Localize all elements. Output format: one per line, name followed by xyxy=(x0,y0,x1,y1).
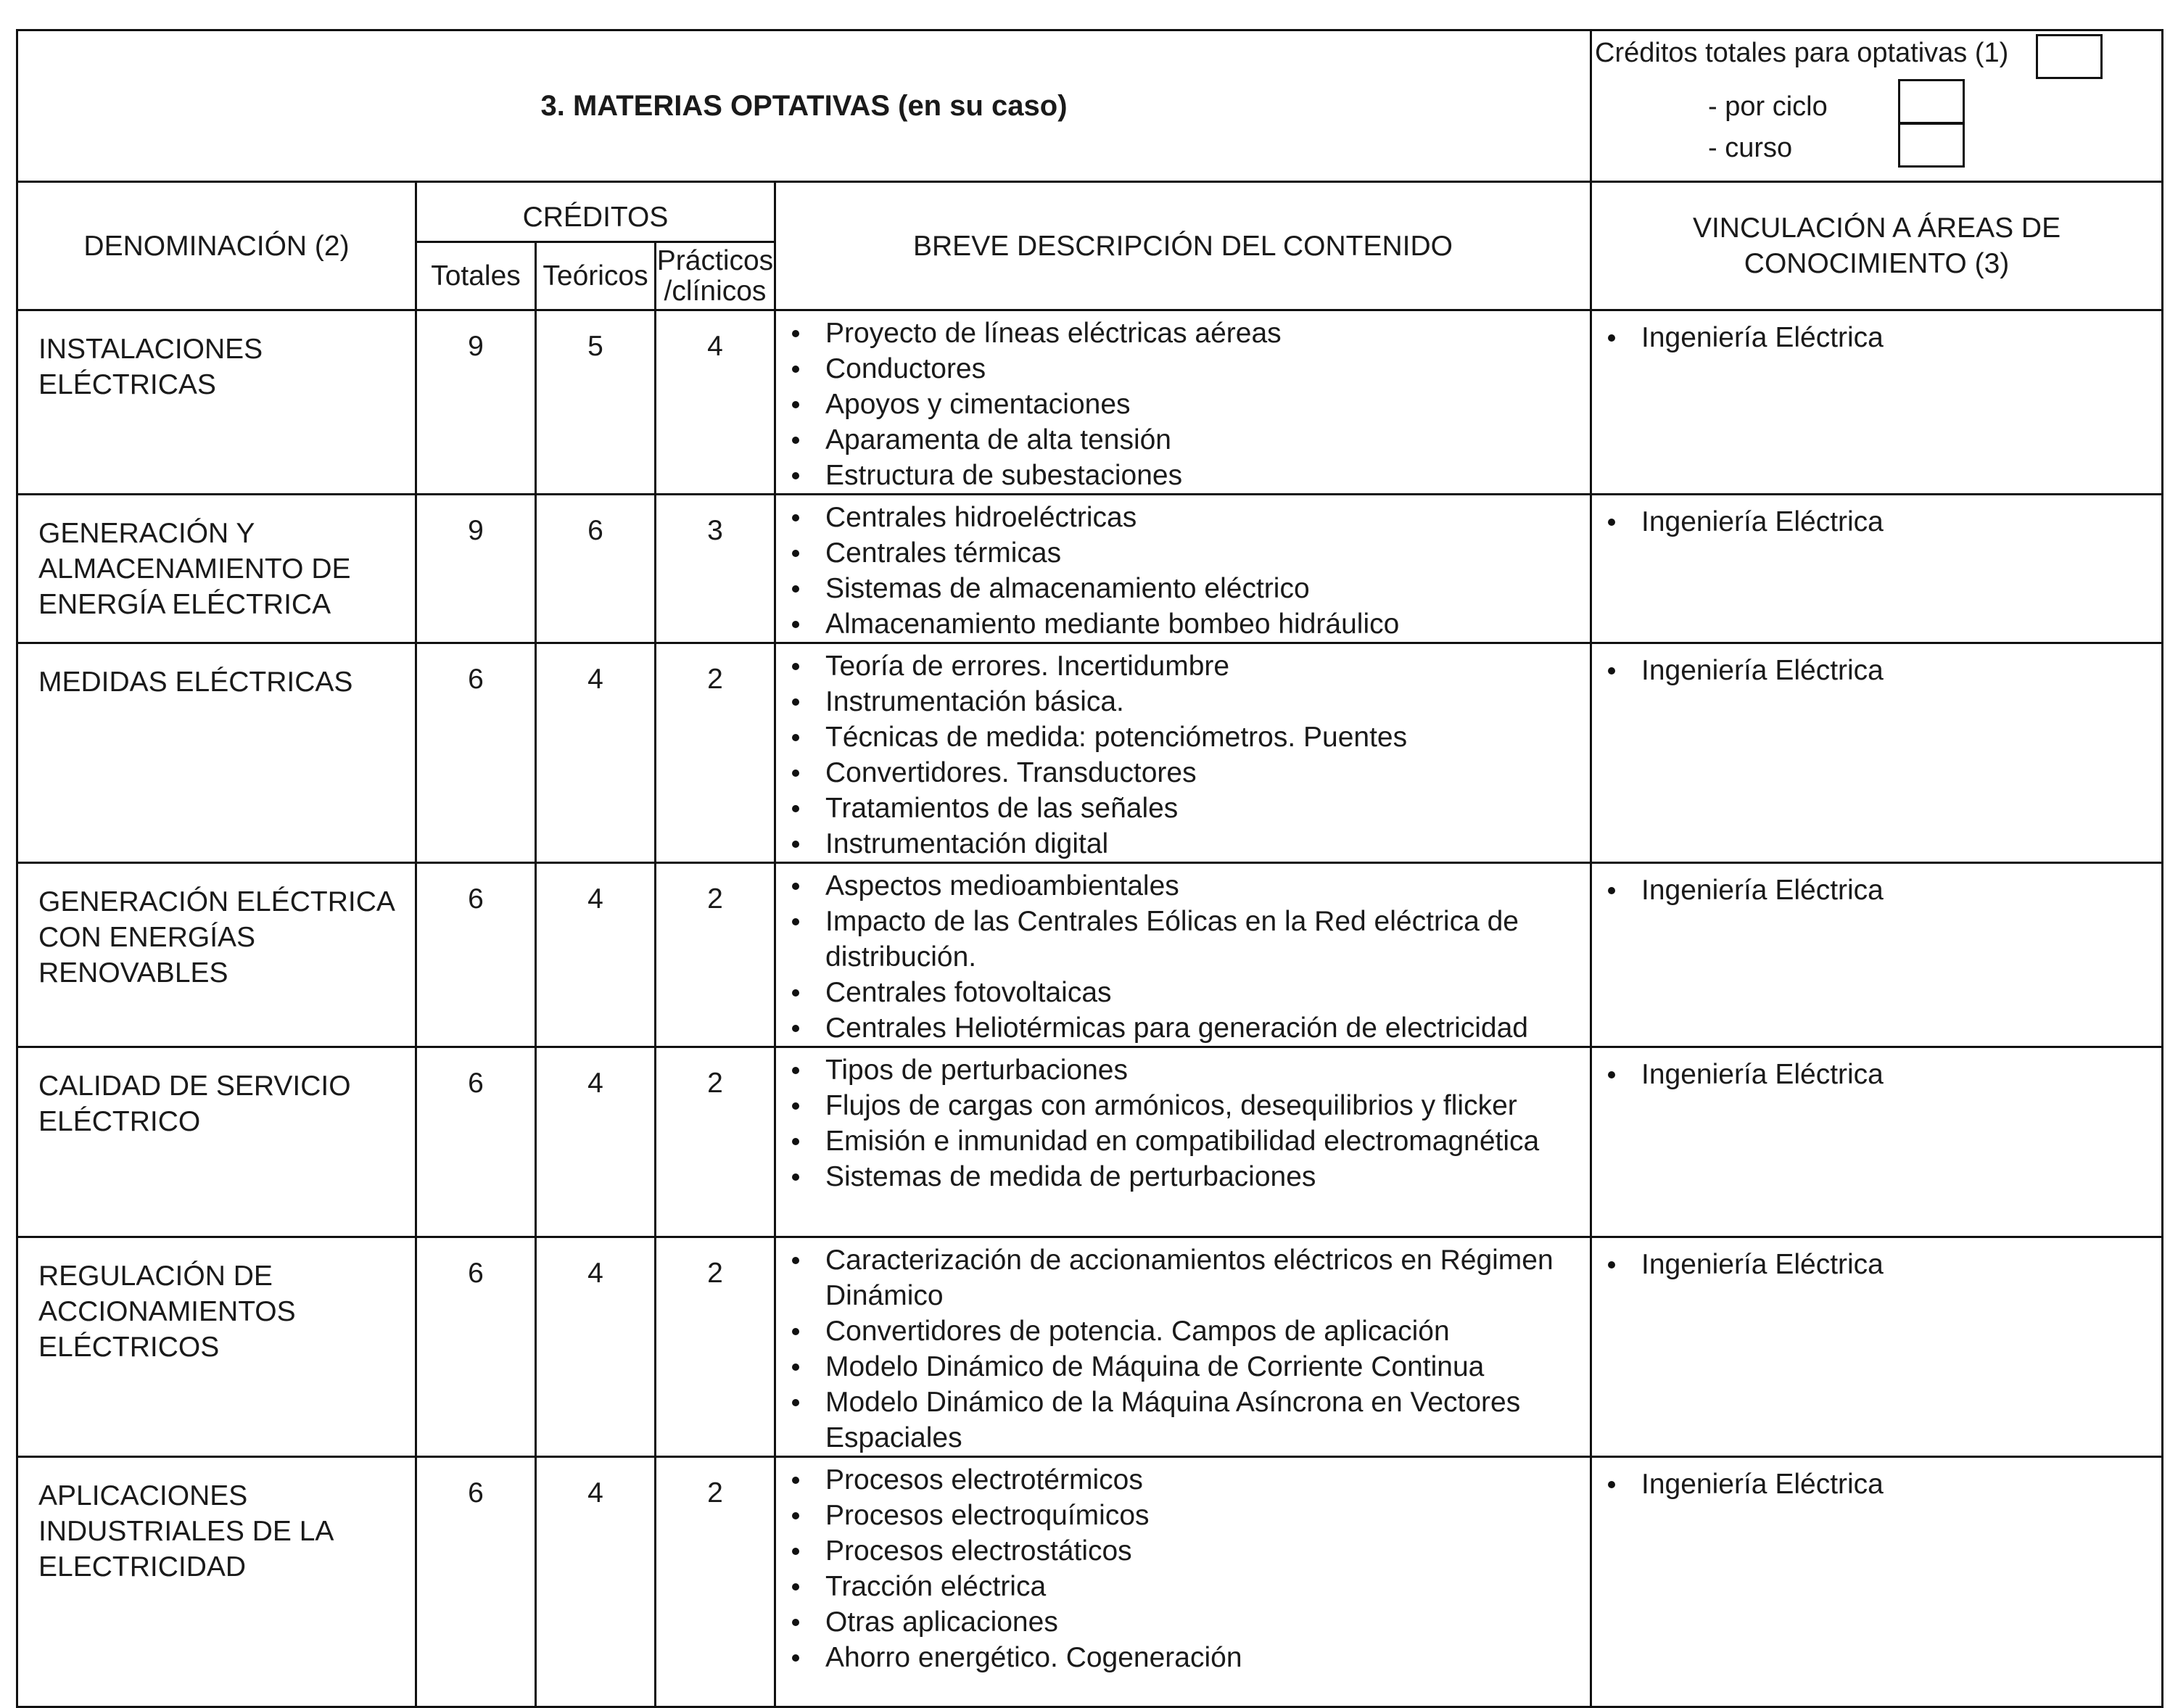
curso-box[interactable] xyxy=(1898,123,1965,168)
credits-practicos: 4 xyxy=(656,310,775,495)
subject-name: GENERACIÓN ELÉCTRICA CON ENERGÍAS RENOVABLES xyxy=(17,863,416,1047)
credits-teoricos: 4 xyxy=(536,1457,656,1707)
subject-name: APLICACIONES INDUSTRIALES DE LA ELECTRICIDAD xyxy=(17,1457,416,1707)
section-title: 3. MATERIAS OPTATIVAS (en su caso) xyxy=(17,30,1591,182)
col-denominacion: DENOMINACIÓN (2) xyxy=(17,182,416,310)
subject-name: REGULACIÓN DE ACCIONAMIENTOS ELÉCTRICOS xyxy=(17,1237,416,1457)
col-practicos-line1: Prácticos xyxy=(656,244,774,276)
credits-practicos: 2 xyxy=(656,1047,775,1237)
credits-totales: 6 xyxy=(416,643,536,863)
credits-practicos: 2 xyxy=(656,1457,775,1707)
list-item: Centrales térmicas xyxy=(776,535,1580,571)
area-list xyxy=(1592,1466,2154,1502)
description-cell xyxy=(775,1237,1591,1457)
area-item: Ingeniería Eléctrica xyxy=(1592,653,2154,688)
table-row xyxy=(17,1237,2163,1457)
optativas-table xyxy=(16,29,2163,1708)
list-item: Teoría de errores. Incertidumbre xyxy=(776,648,1580,684)
subject-name: GENERACIÓN Y ALMACENAMIENTO DE ENERGÍA ELÉCTRICA xyxy=(17,495,416,643)
list-item: Conductores xyxy=(776,351,1580,387)
credits-totales-label: Créditos totales para optativas (1) xyxy=(1595,38,2009,68)
list-item: Centrales hidroeléctricas xyxy=(776,500,1580,535)
list-item: Otras aplicaciones xyxy=(776,1604,1580,1640)
credits-totales: 6 xyxy=(416,1237,536,1457)
list-item: Proyecto de líneas eléctricas aéreas xyxy=(776,315,1580,351)
area-cell xyxy=(1591,863,2163,1047)
col-creditos: CRÉDITOS xyxy=(416,182,775,242)
table-row xyxy=(17,1047,2163,1237)
description-cell xyxy=(775,1457,1591,1707)
table-row xyxy=(17,310,2163,495)
credits-totales-box[interactable] xyxy=(2036,34,2103,79)
area-item: Ingeniería Eléctrica xyxy=(1592,1247,2154,1282)
credits-teoricos: 4 xyxy=(536,863,656,1047)
credits-practicos: 2 xyxy=(656,1237,775,1457)
list-item: Tracción eléctrica xyxy=(776,1569,1580,1604)
table-row xyxy=(17,863,2163,1047)
area-item: Ingeniería Eléctrica xyxy=(1592,1057,2154,1092)
col-practicos xyxy=(656,242,775,310)
col-descripcion: BREVE DESCRIPCIÓN DEL CONTENIDO xyxy=(775,182,1591,310)
area-list xyxy=(1592,872,2154,908)
credits-teoricos: 5 xyxy=(536,310,656,495)
credits-summary xyxy=(1591,30,2163,182)
list-item: Convertidores. Transductores xyxy=(776,755,1580,791)
list-item: Centrales Heliotérmicas para generación de electricidad xyxy=(776,1010,1580,1046)
description-cell xyxy=(775,310,1591,495)
list-item: Aparamenta de alta tensión xyxy=(776,422,1580,458)
list-item: Sistemas de medida de perturbaciones xyxy=(776,1159,1580,1195)
list-item: Apoyos y cimentaciones xyxy=(776,387,1580,422)
por-ciclo-label: - por ciclo xyxy=(1708,91,1828,122)
description-list xyxy=(776,1052,1580,1195)
area-cell xyxy=(1591,643,2163,863)
table-row xyxy=(17,1457,2163,1707)
area-cell xyxy=(1591,1457,2163,1707)
list-item: Instrumentación básica. xyxy=(776,684,1580,719)
list-item: Modelo Dinámico de Máquina de Corriente Continua xyxy=(776,1349,1580,1385)
list-item: Sistemas de almacenamiento eléctrico xyxy=(776,571,1580,606)
list-item: Modelo Dinámico de la Máquina Asíncrona en Vectores Espaciales xyxy=(776,1385,1580,1456)
area-list xyxy=(1592,1247,2154,1282)
list-item: Convertidores de potencia. Campos de aplicación xyxy=(776,1313,1580,1349)
list-item: Caracterización de accionamientos eléctricos en Régimen Dinámico xyxy=(776,1242,1580,1313)
credits-practicos: 2 xyxy=(656,643,775,863)
area-cell xyxy=(1591,1237,2163,1457)
list-item: Tratamientos de las señales xyxy=(776,791,1580,826)
description-cell xyxy=(775,495,1591,643)
credits-practicos: 2 xyxy=(656,863,775,1047)
area-list xyxy=(1592,653,2154,688)
area-item: Ingeniería Eléctrica xyxy=(1592,1466,2154,1502)
credits-totales: 6 xyxy=(416,1047,536,1237)
list-item: Procesos electroquímicos xyxy=(776,1498,1580,1533)
area-item: Ingeniería Eléctrica xyxy=(1592,320,2154,355)
area-cell xyxy=(1591,1047,2163,1237)
credits-totales: 6 xyxy=(416,863,536,1047)
por-ciclo-box[interactable] xyxy=(1898,79,1965,124)
list-item: Estructura de subestaciones xyxy=(776,458,1580,493)
subject-name: MEDIDAS ELÉCTRICAS xyxy=(17,643,416,863)
credits-totales: 9 xyxy=(416,310,536,495)
list-item: Procesos electrotérmicos xyxy=(776,1462,1580,1498)
description-list xyxy=(776,868,1580,1046)
list-item: Centrales fotovoltaicas xyxy=(776,975,1580,1010)
list-item: Almacenamiento mediante bombeo hidráulico xyxy=(776,606,1580,642)
table-row xyxy=(17,495,2163,643)
list-item: Técnicas de medida: potenciómetros. Puentes xyxy=(776,719,1580,755)
list-item: Emisión e inmunidad en compatibilidad electromagnética xyxy=(776,1123,1580,1159)
header-row-1 xyxy=(17,182,2163,242)
subject-name: CALIDAD DE SERVICIO ELÉCTRICO xyxy=(17,1047,416,1237)
credits-teoricos: 4 xyxy=(536,1237,656,1457)
list-item: Flujos de cargas con armónicos, desequilibrios y flicker xyxy=(776,1088,1580,1123)
credits-totales: 9 xyxy=(416,495,536,643)
credits-teoricos: 6 xyxy=(536,495,656,643)
area-item: Ingeniería Eléctrica xyxy=(1592,872,2154,908)
credits-practicos: 3 xyxy=(656,495,775,643)
area-item: Ingeniería Eléctrica xyxy=(1592,504,2154,540)
subject-name: INSTALACIONES ELÉCTRICAS xyxy=(17,310,416,495)
list-item: Procesos electrostáticos xyxy=(776,1533,1580,1569)
description-list xyxy=(776,1242,1580,1456)
credits-teoricos: 4 xyxy=(536,1047,656,1237)
list-item: Aspectos medioambientales xyxy=(776,868,1580,904)
table-row xyxy=(17,643,2163,863)
description-list xyxy=(776,1462,1580,1675)
description-list xyxy=(776,648,1580,862)
area-list xyxy=(1592,504,2154,540)
list-item: Tipos de perturbaciones xyxy=(776,1052,1580,1088)
description-cell xyxy=(775,1047,1591,1237)
col-totales: Totales xyxy=(416,242,536,310)
list-item: Instrumentación digital xyxy=(776,826,1580,862)
curso-label: - curso xyxy=(1708,133,1793,163)
col-teoricos: Teóricos xyxy=(536,242,656,310)
list-item: Impacto de las Centrales Eólicas en la Red eléctrica de distribución. xyxy=(776,904,1580,975)
area-list xyxy=(1592,1057,2154,1092)
area-cell xyxy=(1591,495,2163,643)
description-cell xyxy=(775,643,1591,863)
credits-totales: 6 xyxy=(416,1457,536,1707)
col-practicos-line2: /clínicos xyxy=(664,275,767,307)
area-cell xyxy=(1591,310,2163,495)
description-list xyxy=(776,315,1580,493)
col-vinculacion: VINCULACIÓN A ÁREAS DE CONOCIMIENTO (3) xyxy=(1591,182,2163,310)
list-item: Ahorro energético. Cogeneración xyxy=(776,1640,1580,1675)
title-row xyxy=(17,30,2163,182)
document-page xyxy=(16,29,2161,1672)
description-cell xyxy=(775,863,1591,1047)
description-list xyxy=(776,500,1580,642)
credits-teoricos: 4 xyxy=(536,643,656,863)
area-list xyxy=(1592,320,2154,355)
